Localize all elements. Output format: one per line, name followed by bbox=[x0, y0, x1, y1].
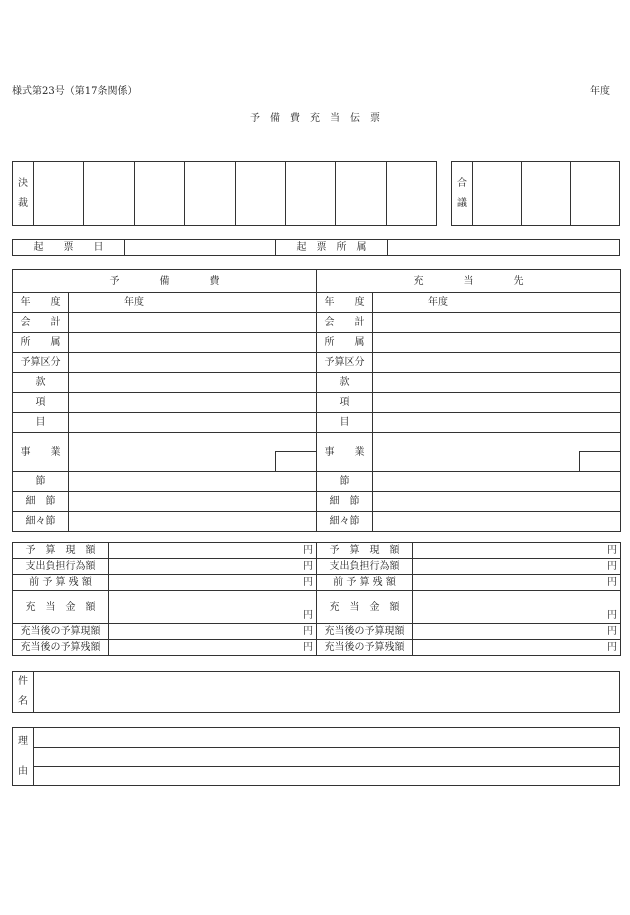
issue-row bbox=[12, 239, 620, 256]
row-label: 所 属 bbox=[13, 333, 69, 353]
row-label-jigyo: 事 業 bbox=[317, 433, 373, 472]
stamp-box[interactable] bbox=[235, 162, 285, 226]
main-table bbox=[12, 269, 621, 532]
stamp-box[interactable] bbox=[285, 162, 335, 226]
gougi-table bbox=[451, 161, 620, 226]
field[interactable] bbox=[69, 393, 317, 413]
field[interactable] bbox=[373, 413, 621, 433]
row-label: 会 計 bbox=[317, 313, 373, 333]
row-label: 予算区分 bbox=[317, 353, 373, 373]
subject-table bbox=[12, 671, 620, 713]
field[interactable] bbox=[373, 353, 621, 373]
kessai-label: 決 裁 bbox=[13, 162, 34, 226]
jigyo-field[interactable] bbox=[69, 433, 317, 472]
row-label-year: 年 度 bbox=[13, 293, 69, 313]
amount-field[interactable]: 円 bbox=[109, 575, 317, 591]
amount-field[interactable]: 円 bbox=[109, 543, 317, 559]
stamp-box[interactable] bbox=[84, 162, 134, 226]
field[interactable] bbox=[373, 492, 621, 512]
row-label: 細 節 bbox=[13, 492, 69, 512]
amount-field[interactable]: 円 bbox=[413, 543, 621, 559]
amount-label: 支出負担行為額 bbox=[13, 559, 109, 575]
amount-label: 充当後の予算残額 bbox=[13, 640, 109, 656]
amount-label: 前 予 算 残 額 bbox=[317, 575, 413, 591]
amount-label: 充 当 金 額 bbox=[13, 591, 109, 624]
jigyo-subbox[interactable] bbox=[275, 451, 316, 471]
row-label-year: 年 度 bbox=[317, 293, 373, 313]
row-label: 節 bbox=[13, 472, 69, 492]
reason-line[interactable] bbox=[34, 748, 620, 767]
amount-field[interactable]: 円 bbox=[413, 640, 621, 656]
field[interactable] bbox=[373, 472, 621, 492]
amount-field[interactable]: 円 bbox=[109, 591, 317, 624]
issue-date-field[interactable] bbox=[125, 240, 276, 256]
gougi-label: 合 議 bbox=[452, 162, 473, 226]
stamp-box[interactable] bbox=[34, 162, 84, 226]
row-label: 予算区分 bbox=[13, 353, 69, 373]
amount-label: 前 予 算 残 額 bbox=[13, 575, 109, 591]
subject-field[interactable] bbox=[34, 672, 620, 713]
row-label: 会 計 bbox=[13, 313, 69, 333]
amount-field[interactable]: 円 bbox=[413, 624, 621, 640]
field[interactable] bbox=[69, 492, 317, 512]
amount-label: 予 算 現 額 bbox=[13, 543, 109, 559]
row-label: 節 bbox=[317, 472, 373, 492]
reason-table bbox=[12, 727, 620, 786]
jigyo-field[interactable] bbox=[373, 433, 621, 472]
field[interactable] bbox=[69, 373, 317, 393]
fiscal-year-label: 年度 bbox=[590, 86, 610, 97]
row-label: 項 bbox=[13, 393, 69, 413]
stamp-box[interactable] bbox=[386, 162, 436, 226]
amount-field[interactable]: 円 bbox=[413, 559, 621, 575]
subject-label: 件 名 bbox=[13, 672, 34, 713]
stamp-box[interactable] bbox=[473, 162, 522, 226]
field[interactable] bbox=[373, 393, 621, 413]
reason-label: 理 由 bbox=[13, 728, 34, 786]
field[interactable] bbox=[373, 373, 621, 393]
form-number: 様式第23号（第17条関係） bbox=[12, 86, 138, 97]
row-label: 所 属 bbox=[317, 333, 373, 353]
issue-dept-field[interactable] bbox=[388, 240, 620, 256]
amount-label: 充当後の予算現額 bbox=[317, 624, 413, 640]
row-label-jigyo: 事 業 bbox=[13, 433, 69, 472]
row-label: 目 bbox=[13, 413, 69, 433]
row-label: 項 bbox=[317, 393, 373, 413]
jigyo-subbox[interactable] bbox=[579, 451, 620, 471]
issue-dept-label: 起 票 所 属 bbox=[276, 240, 388, 256]
field[interactable] bbox=[69, 512, 317, 532]
stamp-box[interactable] bbox=[185, 162, 235, 226]
year-field[interactable]: 年度 bbox=[373, 293, 621, 313]
field[interactable] bbox=[373, 512, 621, 532]
field[interactable] bbox=[69, 333, 317, 353]
reserve-fund-header: 予 備 費 bbox=[13, 270, 317, 293]
row-label: 款 bbox=[317, 373, 373, 393]
amount-label: 充当後の予算現額 bbox=[13, 624, 109, 640]
amount-label: 充 当 金 額 bbox=[317, 591, 413, 624]
field[interactable] bbox=[373, 333, 621, 353]
amount-label: 予 算 現 額 bbox=[317, 543, 413, 559]
stamp-box[interactable] bbox=[336, 162, 386, 226]
field[interactable] bbox=[69, 313, 317, 333]
year-field[interactable]: 年度 bbox=[69, 293, 317, 313]
amount-field[interactable]: 円 bbox=[109, 624, 317, 640]
field[interactable] bbox=[69, 472, 317, 492]
field[interactable] bbox=[69, 353, 317, 373]
amount-label: 充当後の予算残額 bbox=[317, 640, 413, 656]
allocation-target-header: 充 当 先 bbox=[317, 270, 621, 293]
reason-line[interactable] bbox=[34, 767, 620, 786]
stamp-box[interactable] bbox=[571, 162, 620, 226]
amounts-table bbox=[12, 542, 621, 656]
kessai-table bbox=[12, 161, 437, 226]
field[interactable] bbox=[373, 313, 621, 333]
page-title: 予 備 費 充 当 伝 票 bbox=[250, 113, 380, 124]
amount-label: 支出負担行為額 bbox=[317, 559, 413, 575]
issue-date-label: 起 票 日 bbox=[13, 240, 125, 256]
row-label: 細々節 bbox=[13, 512, 69, 532]
amount-field[interactable]: 円 bbox=[109, 640, 317, 656]
row-label: 細々節 bbox=[317, 512, 373, 532]
row-label: 目 bbox=[317, 413, 373, 433]
row-label: 細 節 bbox=[317, 492, 373, 512]
stamp-box[interactable] bbox=[522, 162, 571, 226]
reason-line[interactable] bbox=[34, 728, 620, 748]
field[interactable] bbox=[69, 413, 317, 433]
amount-field[interactable]: 円 bbox=[413, 591, 621, 624]
amount-field[interactable]: 円 bbox=[413, 575, 621, 591]
amount-field[interactable]: 円 bbox=[109, 559, 317, 575]
row-label: 款 bbox=[13, 373, 69, 393]
stamp-box[interactable] bbox=[134, 162, 184, 226]
